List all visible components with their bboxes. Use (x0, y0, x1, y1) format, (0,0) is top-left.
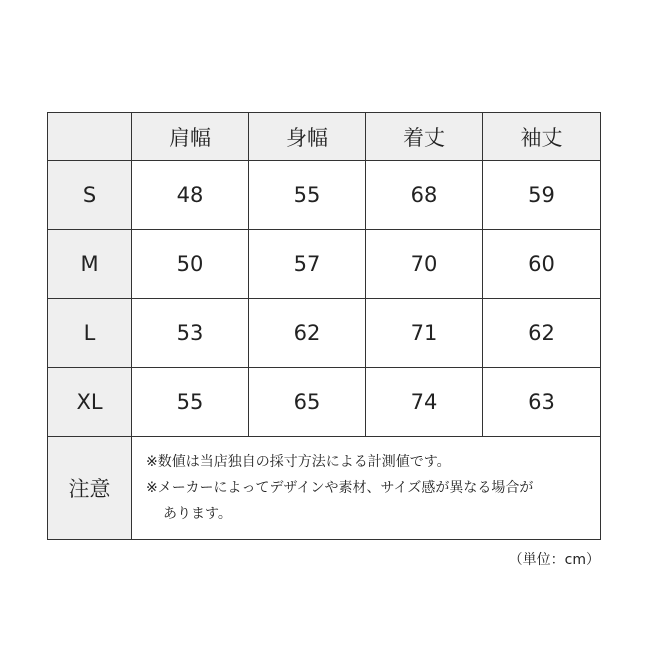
header-shoulder-width: 肩幅 (132, 113, 249, 161)
header-body-width: 身幅 (249, 113, 366, 161)
table-cell: 55 (249, 161, 366, 230)
table-cell: 57 (249, 230, 366, 299)
table-cell: 62 (483, 299, 601, 368)
corner-cell (48, 113, 132, 161)
notes-cell (132, 437, 601, 540)
header-length: 着丈 (366, 113, 483, 161)
table-cell: 71 (366, 299, 483, 368)
size-label: XL (48, 368, 132, 437)
table-cell: 48 (132, 161, 249, 230)
table-cell: 65 (249, 368, 366, 437)
table-cell: 68 (366, 161, 483, 230)
table-row (48, 161, 601, 230)
table-cell: 53 (132, 299, 249, 368)
note-line-variation-cont: あります。 (163, 506, 232, 522)
note-line-measurement: ※数値は当店独自の採寸方法による計測値です。 (146, 454, 451, 470)
table-cell: 60 (483, 230, 601, 299)
note-line-variation: ※メーカーによってデザインや素材、サイズ感が異なる場合が (146, 480, 534, 496)
size-label: S (48, 161, 132, 230)
table-cell: 63 (483, 368, 601, 437)
notes-row (48, 437, 601, 540)
table-row (48, 230, 601, 299)
header-row (48, 113, 601, 161)
table-cell: 70 (366, 230, 483, 299)
table-cell: 62 (249, 299, 366, 368)
table-row (48, 299, 601, 368)
size-label: M (48, 230, 132, 299)
table-cell: 59 (483, 161, 601, 230)
size-table (47, 112, 601, 540)
table-cell: 50 (132, 230, 249, 299)
notes-label: 注意 (48, 437, 132, 540)
size-label: L (48, 299, 132, 368)
table-cell: 74 (366, 368, 483, 437)
table-cell: 55 (132, 368, 249, 437)
unit-caption: （単位：cm） (508, 552, 600, 568)
table-row (48, 368, 601, 437)
header-sleeve-length: 袖丈 (483, 113, 601, 161)
